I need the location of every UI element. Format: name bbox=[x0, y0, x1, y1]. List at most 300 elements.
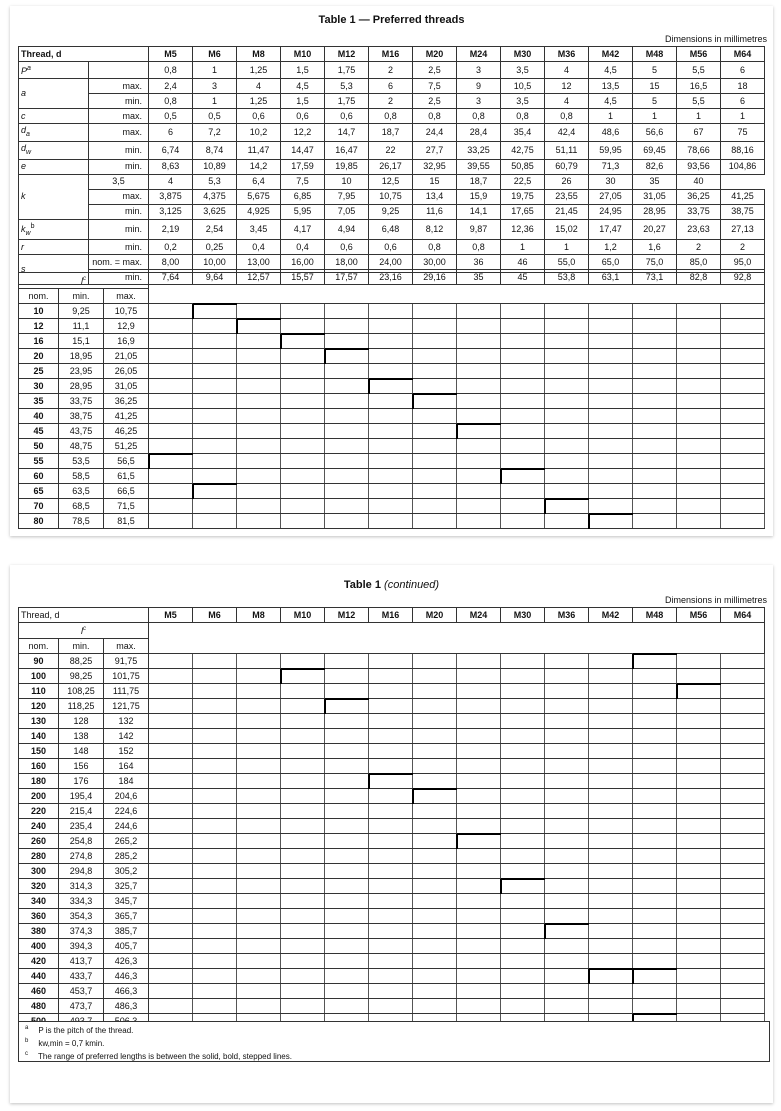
grid-cell bbox=[721, 744, 765, 759]
grid-cell bbox=[457, 439, 501, 454]
grid-cell bbox=[281, 729, 325, 744]
grid-cell bbox=[501, 319, 545, 334]
length-row bbox=[19, 699, 765, 714]
value-cell: 8,74 bbox=[193, 141, 237, 159]
length-max: 61,5 bbox=[104, 469, 149, 484]
preferred-range-boundary bbox=[501, 878, 545, 880]
value-cell: 35,4 bbox=[501, 124, 545, 142]
length-row bbox=[19, 304, 765, 319]
grid-cell bbox=[589, 834, 633, 849]
grid-cell bbox=[545, 984, 589, 999]
preferred-range-boundary bbox=[632, 969, 634, 984]
value-cell: 4 bbox=[149, 174, 193, 189]
value-cell: 2,19 bbox=[149, 219, 193, 240]
grid-cell bbox=[193, 864, 237, 879]
grid-cell bbox=[501, 999, 545, 1014]
grid-cell bbox=[369, 744, 413, 759]
length-row bbox=[19, 729, 765, 744]
grid-cell bbox=[633, 699, 677, 714]
value-cell: 22 bbox=[369, 141, 413, 159]
value-cell: 3,125 bbox=[149, 204, 193, 219]
grid-cell bbox=[633, 654, 677, 669]
grid-cell bbox=[721, 834, 765, 849]
grid-cell bbox=[589, 984, 633, 999]
grid-cell bbox=[281, 409, 325, 424]
grid-cell bbox=[369, 804, 413, 819]
grid-cell bbox=[281, 349, 325, 364]
blank-header bbox=[149, 623, 765, 654]
grid-cell bbox=[721, 484, 765, 499]
grid-cell bbox=[633, 424, 677, 439]
grid-cell bbox=[633, 684, 677, 699]
length-max: 41,25 bbox=[104, 409, 149, 424]
thread-m10: M10 bbox=[281, 608, 325, 623]
value-cell: 27,05 bbox=[589, 189, 633, 204]
grid-cell bbox=[457, 909, 501, 924]
grid-cell bbox=[457, 954, 501, 969]
grid-cell bbox=[193, 439, 237, 454]
grid-cell bbox=[501, 744, 545, 759]
length-max: 46,25 bbox=[104, 424, 149, 439]
value-cell: 1 bbox=[193, 94, 237, 109]
symbol-da: $d_a$ bbox=[19, 124, 89, 142]
grid-cell bbox=[325, 834, 369, 849]
grid-cell bbox=[677, 699, 721, 714]
length-row bbox=[19, 759, 765, 774]
value-cell: 7,05 bbox=[325, 204, 369, 219]
grid-cell bbox=[281, 454, 325, 469]
length-row bbox=[19, 744, 765, 759]
preferred-range-boundary bbox=[148, 454, 150, 469]
value-cell: 5 bbox=[633, 62, 677, 79]
value-cell: 10,5 bbox=[501, 79, 545, 94]
thread-m5: M5 bbox=[149, 47, 193, 62]
grid-cell bbox=[677, 939, 721, 954]
grid-cell bbox=[325, 424, 369, 439]
thread-m42: M42 bbox=[589, 608, 633, 623]
grid-cell bbox=[457, 349, 501, 364]
footnote-mark: b bbox=[25, 1038, 29, 1044]
length-nom: 30 bbox=[19, 379, 59, 394]
grid-cell bbox=[281, 379, 325, 394]
grid-cell bbox=[237, 654, 281, 669]
value-cell: 60,79 bbox=[545, 159, 589, 174]
value-cell: 42,4 bbox=[545, 124, 589, 142]
length-nom: 60 bbox=[19, 469, 59, 484]
preferred-range-boundary bbox=[325, 698, 369, 700]
grid-cell bbox=[457, 984, 501, 999]
grid-cell bbox=[677, 804, 721, 819]
grid-cell bbox=[237, 714, 281, 729]
spec-row bbox=[19, 109, 765, 124]
grid-cell bbox=[325, 304, 369, 319]
grid-cell bbox=[413, 409, 457, 424]
thread-m16: M16 bbox=[369, 608, 413, 623]
value-cell: 0,8 bbox=[413, 240, 457, 255]
thread-m8: M8 bbox=[237, 47, 281, 62]
grid-cell bbox=[369, 849, 413, 864]
length-head-1: min. bbox=[59, 289, 104, 304]
grid-cell bbox=[149, 304, 193, 319]
grid-cell bbox=[193, 364, 237, 379]
length-min: 33,75 bbox=[59, 394, 104, 409]
grid-cell bbox=[457, 864, 501, 879]
thread-m12: M12 bbox=[325, 608, 369, 623]
thread-m30: M30 bbox=[501, 608, 545, 623]
grid-cell bbox=[589, 364, 633, 379]
value-cell: 2,5 bbox=[413, 62, 457, 79]
preferred-range-boundary bbox=[280, 334, 282, 349]
grid-cell bbox=[237, 924, 281, 939]
length-row bbox=[19, 684, 765, 699]
row-qualifier: min. bbox=[89, 240, 149, 255]
grid-cell bbox=[237, 469, 281, 484]
grid-cell bbox=[501, 424, 545, 439]
grid-cell bbox=[413, 864, 457, 879]
length-row bbox=[19, 969, 765, 984]
grid-cell bbox=[281, 774, 325, 789]
preferred-range-boundary bbox=[413, 393, 457, 395]
grid-cell bbox=[633, 714, 677, 729]
grid-cell bbox=[149, 684, 193, 699]
row-qualifier: max. bbox=[89, 79, 149, 94]
grid-cell bbox=[369, 669, 413, 684]
value-cell: 3 bbox=[457, 62, 501, 79]
spec-row bbox=[19, 219, 765, 240]
value-cell: 3,45 bbox=[237, 219, 281, 240]
grid-cell bbox=[325, 894, 369, 909]
grid-cell bbox=[589, 849, 633, 864]
grid-cell bbox=[457, 394, 501, 409]
value-cell: 6 bbox=[149, 124, 193, 142]
grid-cell bbox=[369, 729, 413, 744]
grid-cell bbox=[501, 499, 545, 514]
value-cell: 21,45 bbox=[545, 204, 589, 219]
value-cell: 82,8 bbox=[677, 270, 721, 285]
value-cell: 20,27 bbox=[633, 219, 677, 240]
value-cell: 1,75 bbox=[325, 62, 369, 79]
grid-cell bbox=[325, 334, 369, 349]
grid-cell bbox=[633, 379, 677, 394]
grid-cell bbox=[325, 514, 369, 529]
grid-cell bbox=[677, 454, 721, 469]
grid-cell bbox=[677, 864, 721, 879]
grid-cell bbox=[633, 439, 677, 454]
grid-cell bbox=[457, 364, 501, 379]
value-cell: 5,5 bbox=[677, 62, 721, 79]
grid-cell bbox=[457, 894, 501, 909]
grid-cell bbox=[369, 364, 413, 379]
value-cell: 22,5 bbox=[501, 174, 545, 189]
grid-cell bbox=[281, 499, 325, 514]
length-nom: 140 bbox=[19, 729, 59, 744]
grid-cell bbox=[721, 774, 765, 789]
grid-cell bbox=[545, 304, 589, 319]
grid-cell bbox=[369, 319, 413, 334]
grid-cell bbox=[413, 984, 457, 999]
grid-cell bbox=[501, 439, 545, 454]
grid-cell bbox=[677, 439, 721, 454]
grid-cell bbox=[457, 744, 501, 759]
length-min: 98,25 bbox=[59, 669, 104, 684]
grid-cell bbox=[193, 454, 237, 469]
length-min: 43,75 bbox=[59, 424, 104, 439]
grid-cell bbox=[413, 499, 457, 514]
grid-cell bbox=[633, 789, 677, 804]
preferred-range-boundary bbox=[544, 924, 546, 939]
grid-cell bbox=[589, 969, 633, 984]
grid-cell bbox=[369, 924, 413, 939]
length-head-1: min. bbox=[59, 639, 104, 654]
length-nom: 160 bbox=[19, 759, 59, 774]
value-cell: 8,00 bbox=[149, 255, 193, 270]
grid-cell bbox=[325, 669, 369, 684]
value-cell: 71,3 bbox=[589, 159, 633, 174]
value-cell: 19,75 bbox=[501, 189, 545, 204]
grid-cell bbox=[413, 834, 457, 849]
length-min: 176 bbox=[59, 774, 104, 789]
spec-row bbox=[19, 204, 765, 219]
value-cell: 45 bbox=[501, 270, 545, 285]
footnotes bbox=[18, 1021, 770, 1062]
grid-cell bbox=[721, 469, 765, 484]
grid-cell bbox=[149, 454, 193, 469]
grid-cell bbox=[149, 699, 193, 714]
preferred-range-boundary bbox=[368, 774, 370, 789]
length-max: 111,75 bbox=[104, 684, 149, 699]
grid-cell bbox=[589, 349, 633, 364]
grid-cell bbox=[589, 379, 633, 394]
length-max: 486,3 bbox=[104, 999, 149, 1014]
value-cell: 3 bbox=[457, 94, 501, 109]
length-min: 15,1 bbox=[59, 334, 104, 349]
value-cell: 14,7 bbox=[325, 124, 369, 142]
value-cell: 63,1 bbox=[589, 270, 633, 285]
grid-cell bbox=[501, 804, 545, 819]
grid-cell bbox=[193, 424, 237, 439]
row-qualifier: min. bbox=[89, 94, 149, 109]
grid-cell bbox=[193, 879, 237, 894]
value-cell: 4 bbox=[237, 79, 281, 94]
grid-cell bbox=[589, 774, 633, 789]
grid-cell bbox=[633, 669, 677, 684]
grid-cell bbox=[149, 439, 193, 454]
row-qualifier: min. bbox=[89, 141, 149, 159]
grid-cell bbox=[501, 394, 545, 409]
length-nom: 200 bbox=[19, 789, 59, 804]
grid-cell bbox=[325, 684, 369, 699]
grid-cell bbox=[545, 774, 589, 789]
grid-cell bbox=[413, 484, 457, 499]
length-nom: 240 bbox=[19, 819, 59, 834]
grid-cell bbox=[457, 654, 501, 669]
grid-cell bbox=[633, 849, 677, 864]
grid-cell bbox=[237, 939, 281, 954]
grid-cell bbox=[237, 954, 281, 969]
grid-cell bbox=[369, 819, 413, 834]
grid-cell bbox=[325, 484, 369, 499]
grid-cell bbox=[633, 729, 677, 744]
grid-cell bbox=[149, 334, 193, 349]
length-row bbox=[19, 789, 765, 804]
grid-cell bbox=[149, 379, 193, 394]
value-cell: 59,95 bbox=[589, 141, 633, 159]
value-cell: 93,56 bbox=[677, 159, 721, 174]
length-row bbox=[19, 954, 765, 969]
grid-cell bbox=[413, 759, 457, 774]
length-nom: 280 bbox=[19, 849, 59, 864]
grid-cell bbox=[501, 774, 545, 789]
grid-cell bbox=[545, 819, 589, 834]
grid-cell bbox=[149, 744, 193, 759]
grid-cell bbox=[633, 364, 677, 379]
value-cell: 2,54 bbox=[193, 219, 237, 240]
length-max: 132 bbox=[104, 714, 149, 729]
grid-cell bbox=[325, 349, 369, 364]
grid-cell bbox=[633, 999, 677, 1014]
value-cell: 1,6 bbox=[633, 240, 677, 255]
length-row bbox=[19, 834, 765, 849]
value-cell: 92,8 bbox=[721, 270, 765, 285]
value-cell: 15,02 bbox=[545, 219, 589, 240]
value-cell: 4 bbox=[545, 94, 589, 109]
grid-cell bbox=[457, 669, 501, 684]
grid-cell bbox=[193, 924, 237, 939]
grid-cell bbox=[721, 909, 765, 924]
grid-cell bbox=[721, 334, 765, 349]
grid-cell bbox=[325, 789, 369, 804]
length-max: 71,5 bbox=[104, 499, 149, 514]
grid-cell bbox=[149, 759, 193, 774]
grid-cell bbox=[589, 669, 633, 684]
length-row bbox=[19, 484, 765, 499]
grid-cell bbox=[501, 699, 545, 714]
value-cell: 4,375 bbox=[193, 189, 237, 204]
grid-cell bbox=[545, 394, 589, 409]
value-cell: 17,47 bbox=[589, 219, 633, 240]
grid-cell bbox=[149, 909, 193, 924]
value-cell: 19,85 bbox=[325, 159, 369, 174]
grid-cell bbox=[149, 514, 193, 529]
grid-cell bbox=[501, 349, 545, 364]
grid-cell bbox=[369, 334, 413, 349]
grid-cell bbox=[677, 729, 721, 744]
grid-cell bbox=[589, 879, 633, 894]
value-cell: 5,3 bbox=[325, 79, 369, 94]
grid-cell bbox=[501, 789, 545, 804]
grid-cell bbox=[633, 454, 677, 469]
value-cell: 23,55 bbox=[545, 189, 589, 204]
grid-cell bbox=[501, 924, 545, 939]
grid-cell bbox=[413, 454, 457, 469]
value-cell: 28,4 bbox=[457, 124, 501, 142]
grid-cell bbox=[633, 484, 677, 499]
length-nom: 45 bbox=[19, 424, 59, 439]
length-nom: 90 bbox=[19, 654, 59, 669]
length-max: 36,25 bbox=[104, 394, 149, 409]
footnote-mark: a bbox=[25, 1025, 29, 1031]
grid-cell bbox=[281, 484, 325, 499]
preferred-range-boundary bbox=[501, 468, 545, 470]
grid-cell bbox=[281, 654, 325, 669]
value-cell: 55,0 bbox=[545, 255, 589, 270]
grid-cell bbox=[589, 699, 633, 714]
thread-m48: M48 bbox=[633, 608, 677, 623]
thread-m20: M20 bbox=[413, 608, 457, 623]
length-min: 374,3 bbox=[59, 924, 104, 939]
grid-cell bbox=[677, 514, 721, 529]
grid-cell bbox=[193, 684, 237, 699]
value-cell: 5,3 bbox=[193, 174, 237, 189]
dimension-table bbox=[18, 46, 765, 285]
grid-cell bbox=[325, 864, 369, 879]
grid-cell bbox=[149, 364, 193, 379]
length-max: 184 bbox=[104, 774, 149, 789]
grid-cell bbox=[589, 654, 633, 669]
value-cell: 15 bbox=[413, 174, 457, 189]
row-qualifier: max. bbox=[89, 109, 149, 124]
preferred-range-boundary bbox=[369, 773, 413, 775]
grid-cell bbox=[369, 879, 413, 894]
grid-cell bbox=[721, 894, 765, 909]
grid-cell bbox=[193, 469, 237, 484]
length-max: 385,7 bbox=[104, 924, 149, 939]
value-cell: 4,5 bbox=[281, 79, 325, 94]
grid-cell bbox=[413, 819, 457, 834]
value-cell: 6 bbox=[721, 62, 765, 79]
grid-cell bbox=[677, 319, 721, 334]
length-head-0: nom. bbox=[19, 639, 59, 654]
grid-cell bbox=[413, 894, 457, 909]
grid-cell bbox=[501, 969, 545, 984]
grid-cell bbox=[721, 499, 765, 514]
grid-cell bbox=[589, 334, 633, 349]
length-max: 142 bbox=[104, 729, 149, 744]
value-cell: 15,9 bbox=[457, 189, 501, 204]
thread-m10: M10 bbox=[281, 47, 325, 62]
length-min: 453,7 bbox=[59, 984, 104, 999]
preferred-range-boundary bbox=[545, 923, 589, 925]
grid-cell bbox=[589, 714, 633, 729]
value-cell: 6,4 bbox=[237, 174, 281, 189]
dimensions-note: Dimensions in millimetres bbox=[664, 34, 767, 44]
grid-cell bbox=[369, 424, 413, 439]
grid-cell bbox=[369, 999, 413, 1014]
grid-cell bbox=[545, 319, 589, 334]
length-max: 56,5 bbox=[104, 454, 149, 469]
preferred-range-boundary bbox=[280, 669, 282, 684]
table-page-2 bbox=[10, 565, 773, 1103]
value-cell: 95,0 bbox=[721, 255, 765, 270]
value-cell: 10 bbox=[325, 174, 369, 189]
grid-cell bbox=[413, 424, 457, 439]
grid-cell bbox=[237, 499, 281, 514]
grid-cell bbox=[281, 334, 325, 349]
value-cell: 32,95 bbox=[413, 159, 457, 174]
grid-cell bbox=[545, 469, 589, 484]
length-nom: 220 bbox=[19, 804, 59, 819]
value-cell: 12,5 bbox=[369, 174, 413, 189]
grid-cell bbox=[545, 729, 589, 744]
preferred-range-boundary bbox=[236, 319, 238, 334]
grid-cell bbox=[721, 954, 765, 969]
grid-cell bbox=[721, 939, 765, 954]
length-row bbox=[19, 804, 765, 819]
grid-cell bbox=[193, 999, 237, 1014]
grid-cell bbox=[633, 909, 677, 924]
length-row bbox=[19, 469, 765, 484]
dimensions-note-2: Dimensions in millimetres bbox=[664, 595, 767, 605]
